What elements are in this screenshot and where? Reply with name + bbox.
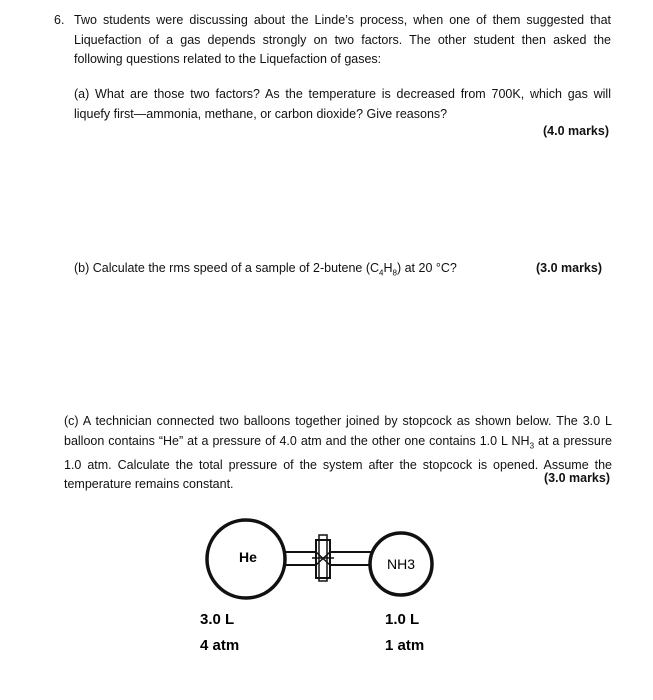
part-a-text: (a) What are those two factors? As the temperature is decreased from 700K, which gas will liquefy first—ammonia, methane, or carbon dioxide? Give reasons? <box>74 87 611 121</box>
left-balloon-gas: He <box>239 549 257 565</box>
part-b-text-mid: H <box>383 261 393 275</box>
part-b-text-after: ) at 20 °C? <box>396 261 457 275</box>
stopcock <box>312 535 334 581</box>
part-b-text <box>74 259 457 283</box>
part-a-marks: (4.0 marks) <box>542 124 609 138</box>
left-balloon-pressure: 4 atm <box>200 637 240 654</box>
part-c-text-after: at a pressure 1.0 atm. Calculate the total pressure of the system after the stopcock is opened. Assume the temperature remains constant. <box>64 433 612 491</box>
right-balloon-volume: 1.0 L <box>385 611 420 628</box>
part-c-text <box>64 412 612 495</box>
balloon-diagram <box>0 500 653 700</box>
part-b-sub2: 8 <box>392 268 397 278</box>
left-balloon-volume: 3.0 L <box>200 611 235 628</box>
part-c-text-before: (c) A technician connected two balloons together joined by stopcock as shown below. The 3.0 L balloon contains “He” at a pressure of 4.0 atm and the other one contains 1.0 L NH <box>64 414 612 448</box>
right-balloon-gas: NH3 <box>386 556 416 572</box>
part-b-text-before: (b) Calculate the rms speed of a sample of 2-butene (C <box>74 261 380 275</box>
question-number: 6. <box>54 13 65 27</box>
part-b-marks: (3.0 marks) <box>535 261 602 275</box>
part-c-marks: (3.0 marks) <box>543 471 610 485</box>
question-intro: Two students were discussing about the Linde’s process, when one of them suggested that Liquefaction of a gas depends strongly on two factors. The other student then asked the following questions related to the Liquefaction of gases: <box>74 13 611 66</box>
right-balloon-pressure: 1 atm <box>385 637 425 654</box>
part-c-sub: 3 <box>529 441 535 450</box>
part-b-sub1: 4 <box>379 268 384 278</box>
